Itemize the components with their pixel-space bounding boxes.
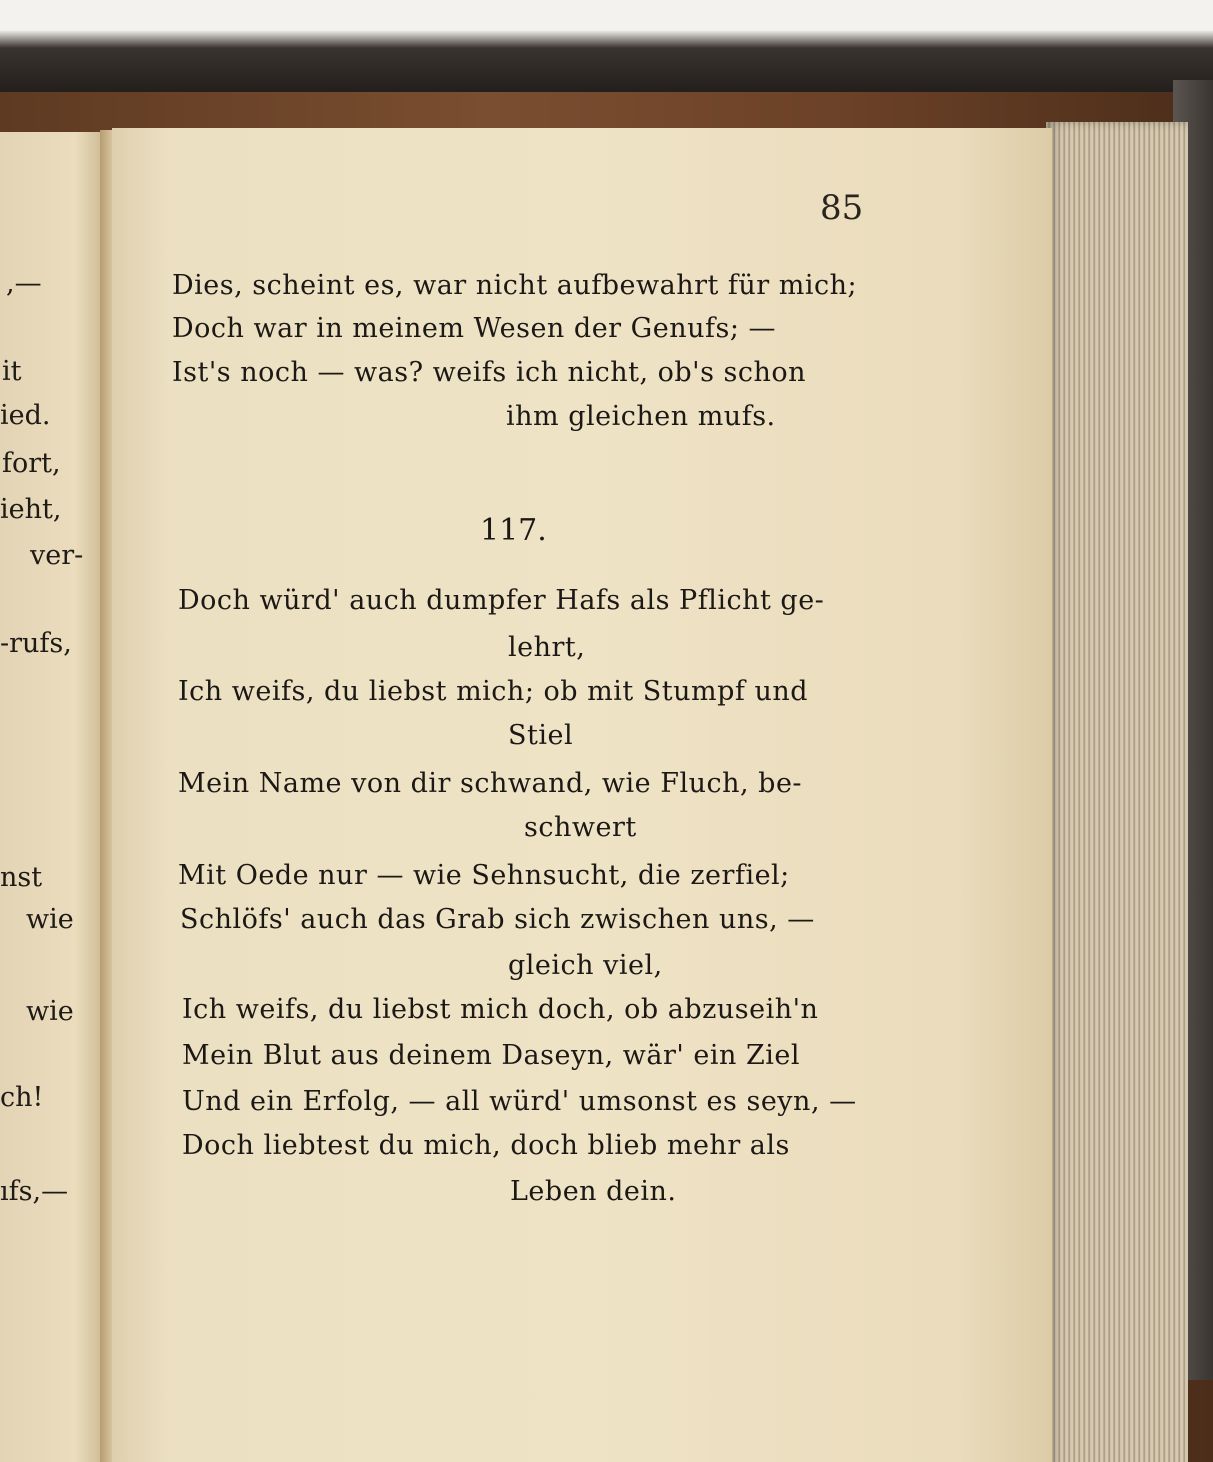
left-fragment: fort, [2,448,61,479]
poem-line: lehrt, [508,632,586,663]
page-block-edges [1046,122,1188,1462]
poem-line: gleich viel, [508,950,663,981]
poem-line: Schlöfs' auch das Grab sich zwischen uns, — [180,904,815,935]
left-fragment: nst [0,862,43,893]
stanza-number: 117. [480,513,547,548]
poem-line: Ich weifs, du liebst mich; ob mit Stumpf und [178,676,809,707]
left-fragment: wie [26,996,74,1027]
poem-line: Und ein Erfolg, — all würd' umsonst es seyn, — [182,1086,857,1117]
poem-line: Mein Name von dir schwand, wie Fluch, be- [178,768,803,799]
poem-line: Doch liebtest du mich, doch blieb mehr als [182,1130,790,1161]
left-fragment: ch! [0,1082,44,1113]
poem-line: Mein Blut aus deinem Daseyn, wär' ein Ziel [182,1040,801,1071]
left-page [0,132,108,1462]
poem-line: Stiel [508,720,574,751]
poem-line: Leben dein. [510,1176,677,1207]
poem-line: Dies, scheint es, war nicht aufbewahrt für mich; [172,270,858,301]
poem-line: schwert [524,812,637,843]
poem-line: Doch war in meinem Wesen der Genufs; — [172,313,777,344]
left-fragment: ied. [0,400,51,431]
poem-line: Ich weifs, du liebst mich doch, ob abzuseih'n [182,994,819,1025]
poem-line: Mit Oede nur — wie Sehnsucht, die zerfiel; [178,860,790,891]
left-fragment: it [2,356,22,387]
left-fragment: wie [26,904,74,935]
left-fragment: -rufs, [0,628,72,659]
left-fragment: ıfs,— [0,1176,69,1207]
left-fragment: ,— [6,268,42,299]
page-number: 85 [820,188,864,228]
poem-line: ihm gleichen mufs. [506,401,776,432]
left-fragment: ver- [30,540,84,571]
poem-line: Ist's noch — was? weifs ich nicht, ob's schon [172,357,807,388]
left-fragment: ieht, [0,494,62,525]
poem-line: Doch würd' auch dumpfer Hafs als Pflicht ge- [178,585,825,616]
